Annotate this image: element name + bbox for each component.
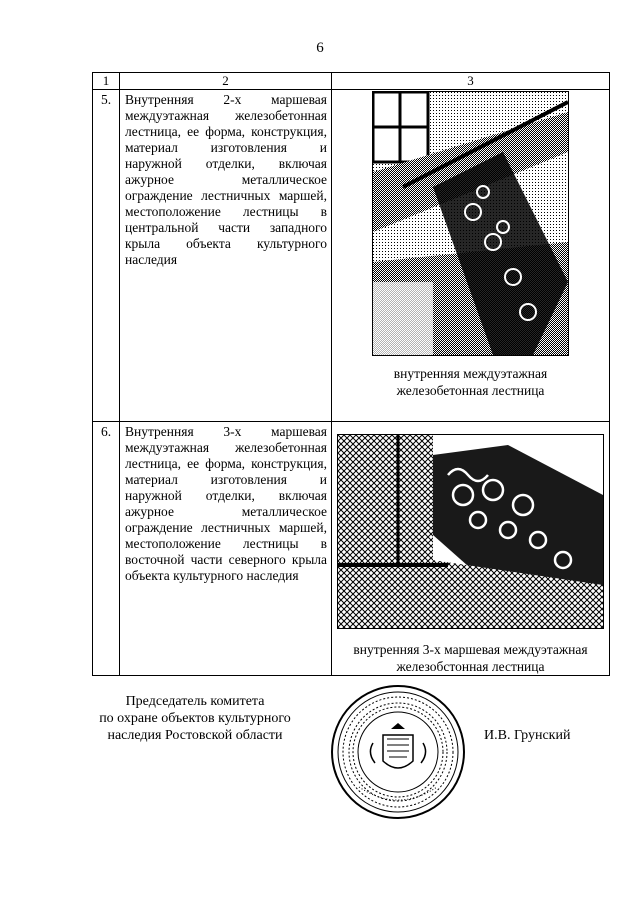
photo-caption-line-1: внутренняя междуэтажная — [393, 366, 548, 381]
staircase-photo — [372, 91, 569, 356]
row-number-cell — [93, 422, 120, 676]
row-number: 6. — [100, 424, 112, 439]
photo-caption-line-1: внутренняя 3-х маршевая междуэтажная — [353, 642, 588, 657]
photo-caption-line-2: железобетонная лестница — [396, 383, 545, 398]
row-number: 5. — [100, 92, 112, 107]
row-description: Внутренняя 3-х маршевая междуэтажная железобетонная лестница, ее форма, конструкция, материал изготовления и наружной отделки, включая ажурное металлическое ограждение лестничных маршей, местоположение лестницы в восточной части северного крыла объекта культурного наследия — [125, 424, 327, 583]
row-photo-cell — [332, 422, 610, 676]
table-row — [93, 422, 610, 676]
table-header-row — [93, 73, 610, 90]
signer-title-line-1: Председатель комитета — [125, 694, 265, 709]
row-description-cell — [120, 90, 332, 422]
signer-title — [90, 693, 300, 744]
column-header-2: 2 — [120, 73, 332, 90]
row-description-cell — [120, 422, 332, 676]
row-photo-cell — [332, 90, 610, 422]
page-number: 6 — [316, 40, 324, 56]
staircase-photo — [337, 434, 604, 629]
signer-title-line-2: по охране объектов культурного — [99, 711, 291, 726]
official-seal — [329, 683, 467, 821]
table-row — [93, 90, 610, 422]
objects-table — [92, 72, 610, 676]
photo-caption-line-2: железобстонная лестница — [396, 659, 545, 674]
row-description: Внутренняя 2-х маршевая междуэтажная железобетонная лестница, ее форма, конструкция, материал изготовления и наружной отделки, включая ажурное металлическое ограждение лестничных маршей, местоположение лестницы в центральной части западного крыла объекта культурного наследия — [125, 92, 327, 267]
signer-name: И.В. Грунский — [484, 728, 571, 743]
column-header-3: 3 — [332, 73, 610, 90]
row-number-cell — [93, 90, 120, 422]
signer-title-line-3: наследия Ростовской области — [107, 728, 283, 743]
column-header-1: 1 — [93, 73, 120, 90]
